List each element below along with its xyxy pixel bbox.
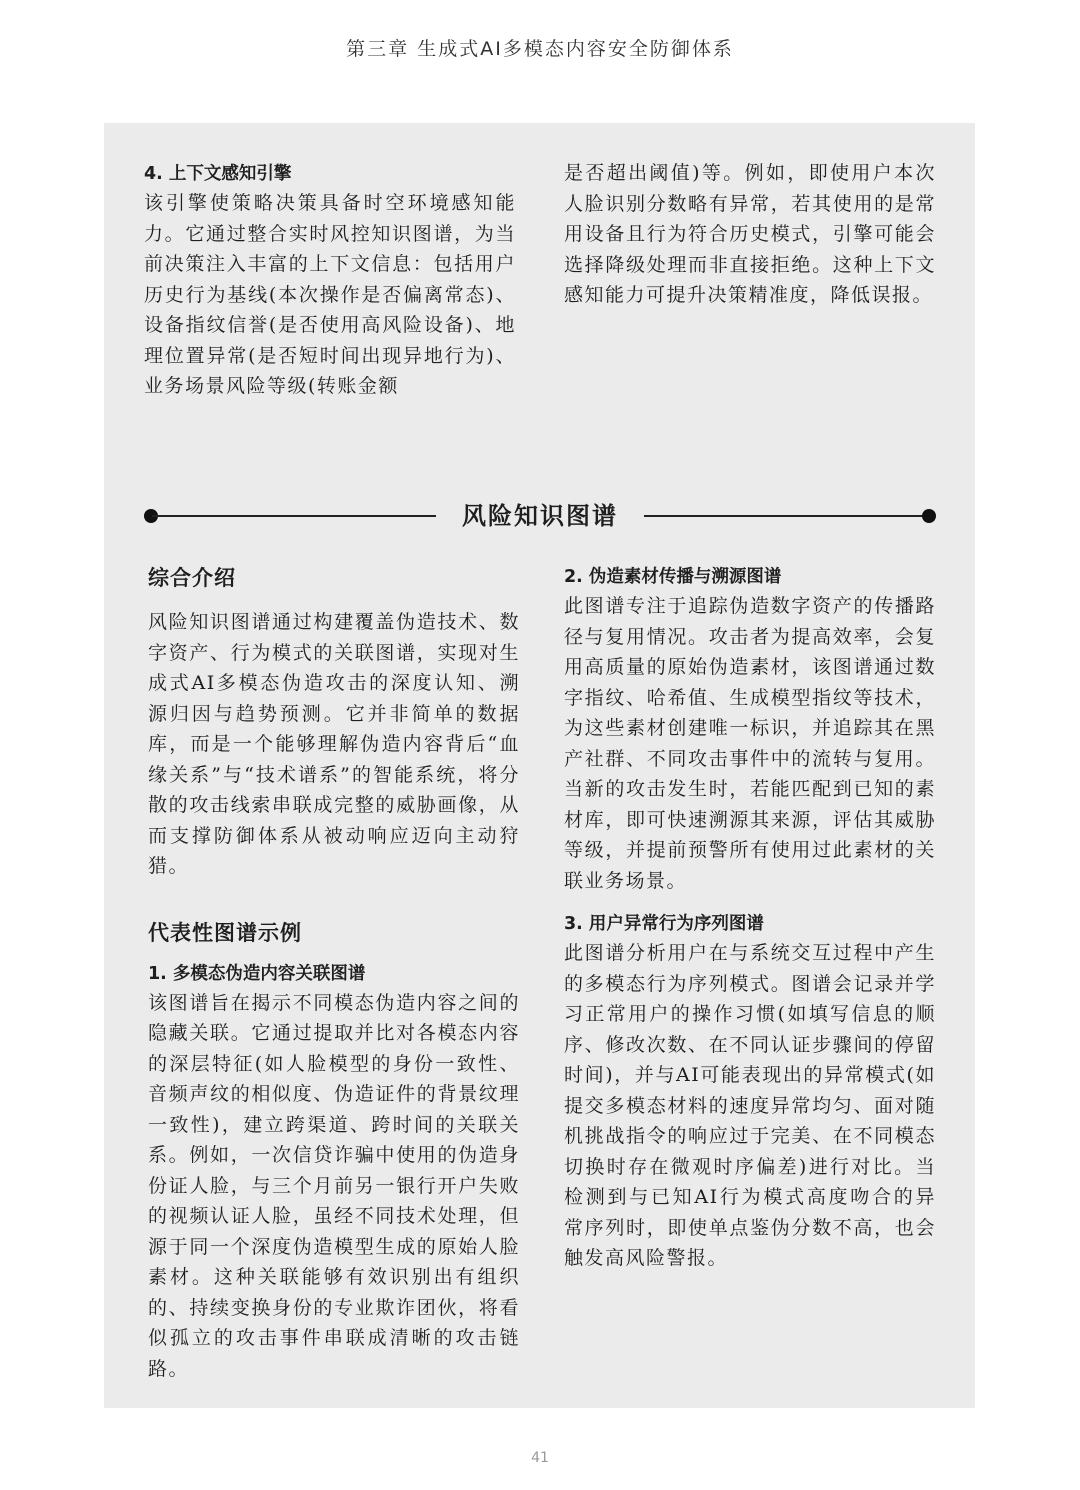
examples-heading: 代表性图谱示例 xyxy=(148,920,302,945)
context-engine-heading: 4. 上下文感知引擎 xyxy=(144,164,292,184)
example-3-heading: 3. 用户异常行为序列图谱 xyxy=(564,914,764,934)
page-number: 41 xyxy=(531,1450,549,1466)
example-2-heading: 2. 伪造素材传播与溯源图谱 xyxy=(564,567,782,587)
left-column xyxy=(148,563,520,1384)
divider-line-right xyxy=(644,515,928,517)
top-left-column xyxy=(144,160,516,402)
context-engine-body-continued: 是否超出阈值)等。例如，即使用户本次人脸识别分数略有异常，若其使用的是常用设备且行为符合历史模式，引擎可能会选择降级处理而非直接拒绝。这种上下文感知能力可提升决策精准度，降低误报。 xyxy=(564,162,936,306)
top-right-column xyxy=(564,158,936,311)
intro-heading: 综合介绍 xyxy=(148,566,236,590)
example-2-body: 此图谱专注于追踪伪造数字资产的传播路径与复用情况。攻击者为提高效率，会复用高质量的原始伪造素材，该图谱通过数字指纹、哈希值、生成模型指纹等技术，为这些素材创建唯一标识，并追踪其在黑产社群、不同攻击事件中的流转与复用。当新的攻击发生时，若能匹配到已知的素材库，即可快速溯源其来源，评估其威胁等级，并提前预警所有使用过此素材的关联业务场景。 xyxy=(564,595,936,892)
example-1-body: 该图谱旨在揭示不同模态伪造内容之间的隐藏关联。它通过提取并比对各模态内容的深层特征(如人脸模型的身份一致性、音频声纹的相似度、伪造证件的背景纹理一致性)，建立跨渠道、跨时间的关联关系。例如，一次信贷诈骗中使用的伪造身份证人脸，与三个月前另一银行开户失败的视频认证人脸，虽经不同技术处理，但源于同一个深度伪造模型生成的原始人脸素材。这种关联能够有效识别出有组织的、持续变换身份的专业欺诈团伙，将看似孤立的攻击事件串联成清晰的攻击链路。 xyxy=(148,991,520,1380)
intro-body: 风险知识图谱通过构建覆盖伪造技术、数字资产、行为模式的关联图谱，实现对生成式AI多模态伪造攻击的深度认知、溯源归因与趋势预测。它并非简单的数据库，而是一个能够理解伪造内容背后“血缘关系”与“技术谱系”的智能系统，将分散的攻击线索串联成完整的威胁画像，从而支撑防御体系从被动响应迈向主动狩猎。 xyxy=(148,611,520,877)
divider-line-left xyxy=(152,515,436,517)
example-1-heading: 1. 多模态伪造内容关联图谱 xyxy=(148,963,366,984)
divider-dot-right xyxy=(922,509,936,523)
chapter-header: 第三章 生成式AI多模态内容安全防御体系 xyxy=(346,38,734,60)
example-3-body: 此图谱分析用户在与系统交互过程中产生的多模态行为序列模式。图谱会记录并学习正常用户的操作习惯(如填写信息的顺序、修改次数、在不同认证步骤间的停留时间)，并与AI可能表现出的异常模式(如提交多模态材料的速度异常均匀、面对随机挑战指令的响应过于完美、在不同模态切换时存在微观时序偏差)进行对比。当检测到与已知AI行为模式高度吻合的异常序列时，即使单点鉴伪分数不高，也会触发高风险警报。 xyxy=(564,942,936,1269)
section-divider xyxy=(144,497,936,537)
context-engine-body: 该引擎使策略决策具备时空环境感知能力。它通过整合实时风控知识图谱，为当前决策注入丰富的上下文信息：包括用户历史行为基线(本次操作是否偏离常态)、设备指纹信誉(是否使用高风险设备)、地理位置异常(是否短时间出现异地行为)、业务场景风险等级(转账金额 xyxy=(144,192,516,397)
section-title: 风险知识图谱 xyxy=(462,502,618,530)
right-column xyxy=(564,563,936,1274)
